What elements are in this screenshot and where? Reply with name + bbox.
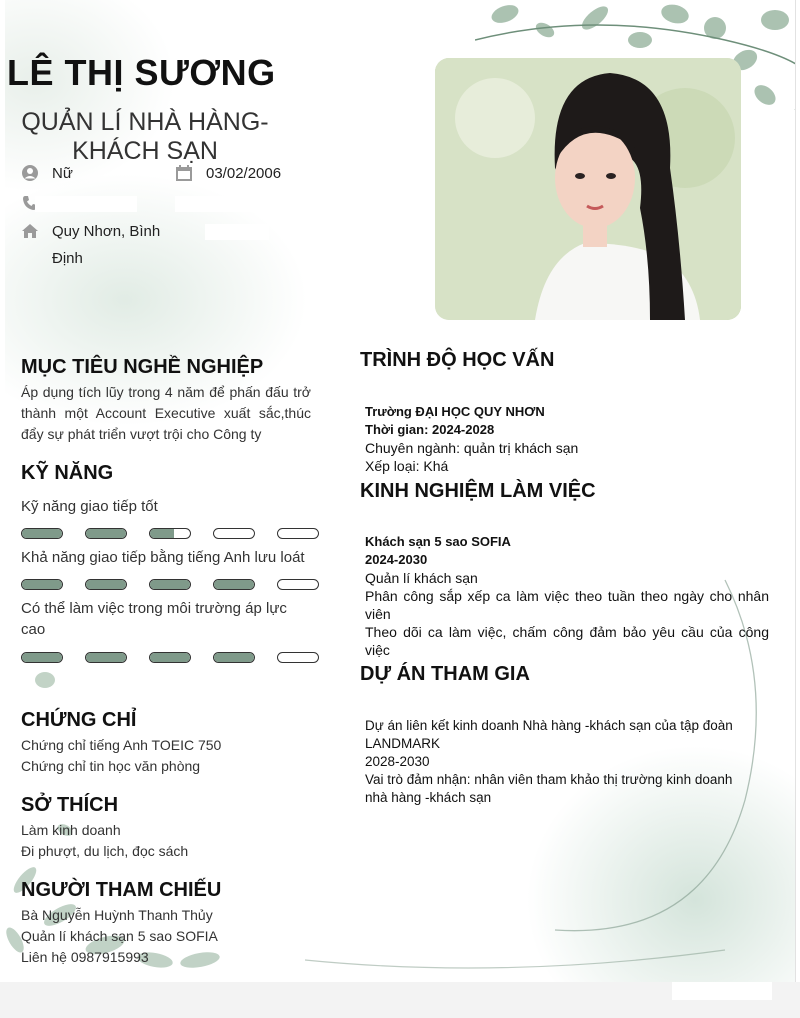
birthdate-row: [175, 164, 281, 182]
skill-level-fill: [22, 580, 62, 589]
skill-level-pill: [277, 528, 319, 539]
objective-text: Áp dụng tích lũy trong 4 năm để phấn đấu trở thành một Account Executive xuất sắc,thúc đẩy sự phát triển vượt trội cho Công ty: [21, 384, 311, 442]
reference-item: Bà Nguyễn Huỳnh Thanh Thủy: [21, 907, 213, 923]
education-time: Thời gian: 2024-2028: [365, 422, 495, 437]
hobbies-list: [21, 820, 188, 862]
references-title: NGƯỜI THAM CHIẾU: [21, 879, 222, 901]
skill-level-fill: [214, 653, 254, 662]
gender-value: Nữ: [52, 164, 73, 182]
skill-level-pill: [85, 579, 127, 590]
projects-title: DỰ ÁN THAM GIA: [360, 663, 530, 685]
phone-redacted: [35, 196, 137, 212]
education-grade: Xếp loại: Khá: [365, 458, 449, 474]
skill-level-fill: [86, 529, 126, 538]
birthdate-value: 03/02/2006: [206, 164, 282, 182]
home-icon: [21, 222, 39, 240]
footer-blank: [672, 982, 772, 1000]
skill-level-pill: [21, 528, 63, 539]
education-school: Trường ĐẠI HỌC QUY NHƠN: [365, 404, 545, 419]
portrait-illustration: [435, 58, 741, 320]
skill-level-fill: [150, 653, 190, 662]
skill-level-pill: [213, 528, 255, 539]
experience-duty: Theo dõi ca làm việc, chấm công đảm bảo yêu cầu của công việc: [365, 624, 769, 658]
skill-level-pill: [85, 652, 127, 663]
skill-level-pill: [213, 652, 255, 663]
project-line: Dự án liên kết kinh doanh Nhà hàng -khách sạn của tập đoàn: [365, 718, 733, 733]
hobby-item: Làm kinh doanh: [21, 822, 121, 838]
calendar-icon: [175, 164, 193, 182]
skill-level-fill: [214, 580, 254, 589]
experience-role: Quản lí khách sạn: [365, 570, 478, 586]
skill-level-pill: [21, 579, 63, 590]
certificate-item: Chứng chỉ tiếng Anh TOEIC 750: [21, 737, 222, 753]
job-title-line1: QUẢN LÍ NHÀ HÀNG-: [21, 108, 269, 136]
skill-label-3: Có thể làm việc trong môi trường áp lực: [21, 600, 287, 617]
certificates-title: CHỨNG CHỈ: [21, 709, 137, 731]
skill-level-fill: [150, 580, 190, 589]
skill-level-fill: [86, 580, 126, 589]
profile-photo: [435, 58, 741, 320]
objective-title: MỤC TIÊU NGHỀ NGHIỆP: [21, 356, 264, 378]
experience-details: [365, 533, 769, 659]
experience-duty: Phân công sắp xếp ca làm việc theo tuần theo ngày cho nhân viên: [365, 588, 769, 622]
skill-level-pill: [21, 652, 63, 663]
skill-level-fill: [150, 529, 174, 538]
experience-title: KINH NGHIỆM LÀM VIỆC: [360, 480, 596, 502]
skill-level-fill: [86, 653, 126, 662]
address-line2: Định: [52, 250, 83, 267]
person-icon: [21, 164, 39, 182]
email-redacted: [175, 196, 285, 212]
hobbies-title: SỞ THÍCH: [21, 794, 119, 816]
address-redacted: [205, 224, 269, 240]
job-title: [13, 108, 277, 166]
experience-period: 2024-2030: [365, 552, 428, 567]
skill-level-pill: [149, 579, 191, 590]
skill-level-pill: [149, 528, 191, 539]
skill-label-1: Kỹ năng giao tiếp tốt: [21, 498, 158, 515]
projects-details: [365, 717, 769, 807]
skill-bar-2: [21, 579, 319, 590]
candidate-name: LÊ THỊ SƯƠNG: [7, 52, 276, 93]
skill-level-pill: [277, 579, 319, 590]
address-row-2: [52, 250, 83, 267]
address-row: [21, 222, 160, 240]
certificate-item: Chứng chỉ tin học văn phòng: [21, 758, 201, 774]
education-title: TRÌNH ĐỘ HỌC VẤN: [360, 349, 555, 371]
project-line: nhà hàng -khách sạn: [365, 790, 492, 805]
project-line: 2028-2030: [365, 754, 430, 769]
skill-level-fill: [22, 653, 62, 662]
skill-label-3-cont: cao: [21, 621, 46, 638]
skill-level-pill: [213, 579, 255, 590]
project-line: LANDMARK: [365, 736, 441, 751]
skill-bar-3: [21, 652, 319, 663]
address-line1: Quy Nhơn, Bình: [52, 222, 161, 240]
reference-item: Liên hệ 0987915993: [21, 949, 149, 965]
project-line: Vai trò đảm nhận: nhân viên tham khảo thị trường kinh doanh: [365, 772, 733, 787]
reference-item: Quản lí khách sạn 5 sao SOFIA: [21, 928, 218, 944]
job-title-line2: KHÁCH SẠN: [72, 137, 218, 165]
resume-page: [5, 0, 796, 983]
skills-title: KỸ NĂNG: [21, 462, 114, 484]
certificates-list: [21, 735, 221, 777]
skill-bar-1: [21, 528, 319, 539]
gender-row: [21, 164, 73, 182]
education-major: Chuyên ngành: quản trị khách sạn: [365, 440, 579, 456]
skill-label-2: Khả năng giao tiếp bằng tiếng Anh lưu loát: [21, 549, 305, 566]
skill-level-fill: [22, 529, 62, 538]
skill-level-pill: [149, 652, 191, 663]
page-footer-area: [0, 982, 800, 1018]
skill-level-pill: [277, 652, 319, 663]
skill-level-pill: [85, 528, 127, 539]
education-details: [365, 403, 769, 475]
experience-company: Khách sạn 5 sao SOFIA: [365, 534, 511, 549]
references-list: [21, 905, 218, 968]
hobby-item: Đi phượt, du lịch, đọc sách: [21, 843, 189, 859]
